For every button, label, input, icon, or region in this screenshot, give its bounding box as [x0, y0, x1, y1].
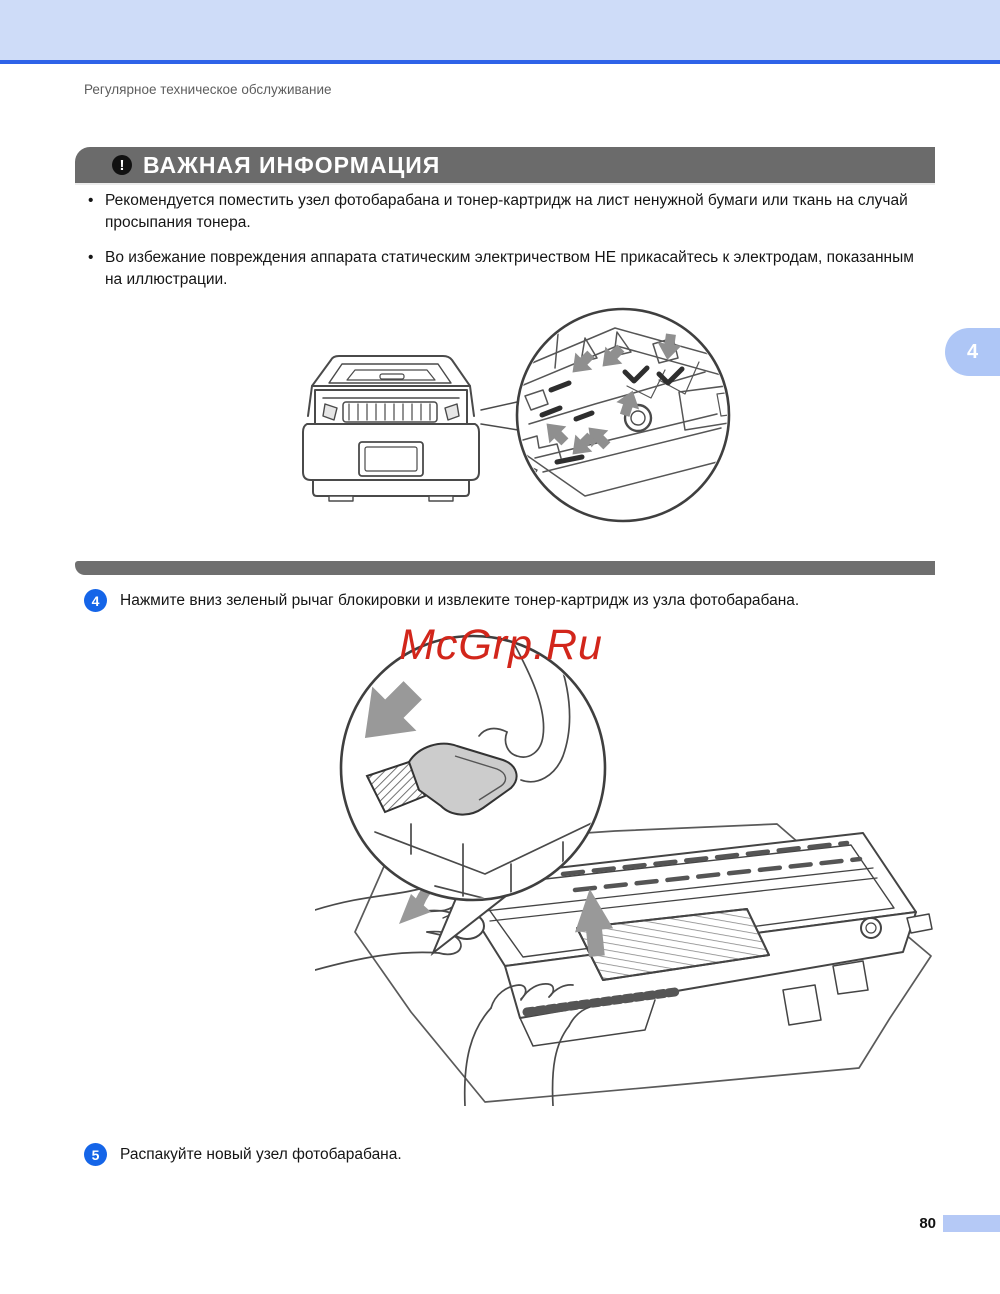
step-5-badge: 5: [84, 1143, 107, 1166]
page-top-band: [0, 0, 1000, 64]
important-bullet-2: [88, 247, 928, 291]
page-number: 80: [919, 1215, 936, 1232]
chapter-tab-number: 4: [966, 340, 979, 363]
step-4-badge: 4: [84, 589, 107, 612]
drum-unit-removal-figure: [315, 628, 945, 1106]
step-4: [84, 589, 944, 612]
important-information-banner: [75, 147, 935, 183]
printer-line-art: [303, 356, 518, 501]
section-divider-bar: [75, 561, 935, 575]
chapter-tab: [945, 328, 1000, 376]
important-bullet-2-text: Во избежание повреждения аппарата статическим электричеством НЕ прикасайтесь к электродам, показанным на иллюстрации.: [105, 249, 914, 288]
bullet-marker: •: [88, 192, 94, 209]
running-header: Регулярное техническое обслуживание: [84, 82, 332, 97]
important-bullet-1-text: Рекомендуется поместить узел фотобарабана и тонер-картридж на лист ненужной бумаги или ткань на случай просыпания тонера.: [105, 192, 908, 231]
important-banner-title: ВАЖНАЯ ИНФОРМАЦИЯ: [143, 151, 441, 178]
exclamation-icon: !: [112, 155, 132, 175]
page-number-bar: [943, 1215, 1000, 1232]
step-4-text: Нажмите вниз зеленый рычаг блокировки и извлеките тонер-картридж из узла фотобарабана.: [120, 592, 800, 609]
watermark-text: McGrp.Ru: [399, 621, 603, 669]
bullet-marker: •: [88, 249, 94, 266]
important-bullet-1: [88, 190, 928, 234]
step-5: [84, 1143, 944, 1166]
important-bullet-list: [88, 190, 928, 304]
printer-electrodes-figure: [285, 300, 740, 525]
step-5-text: Распакуйте новый узел фотобарабана.: [120, 1146, 402, 1163]
